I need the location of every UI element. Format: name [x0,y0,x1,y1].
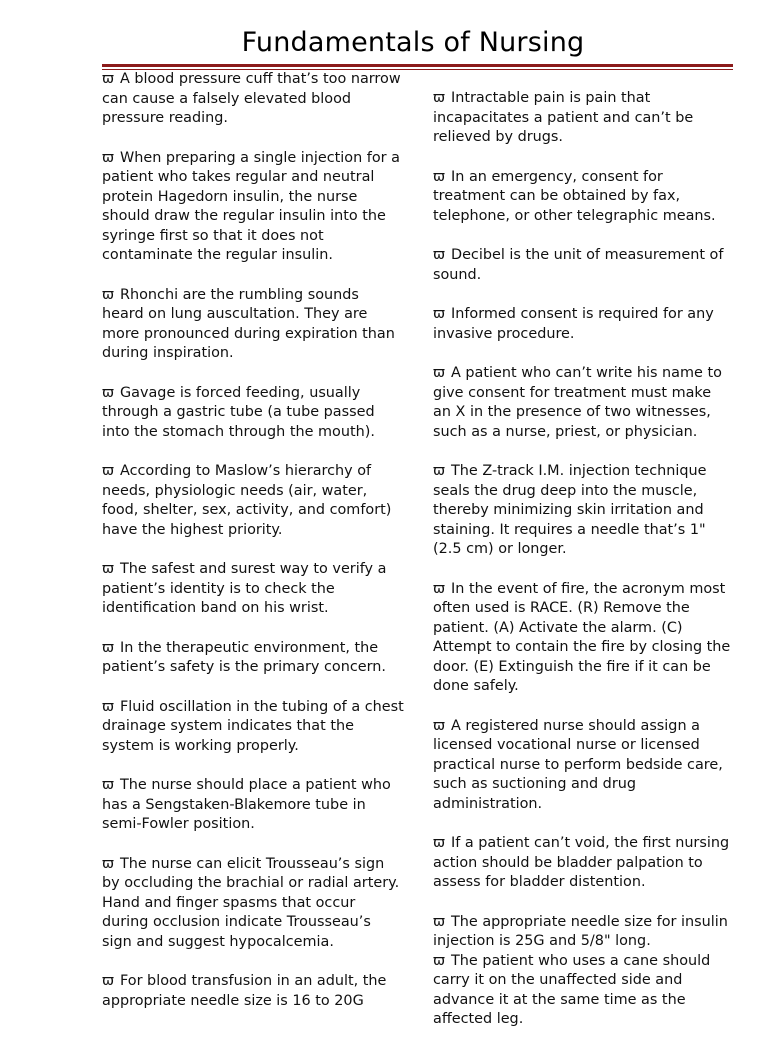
fact-text: A blood pressure cuff that’s too narrow can cause a falsely elevated blood pressure reading. [102,71,401,126]
fact-item [433,246,731,285]
fact-item [102,384,404,443]
fact-item [433,89,731,148]
bullet-icon: ϖ [433,168,446,185]
fact-text: Rhonchi are the rumbling sounds heard on lung auscultation. They are more pronounced during expiration than during inspiration. [102,286,395,361]
page-title: Fundamentals of Nursing [241,27,585,58]
fact-item [102,855,404,953]
left-column [102,70,404,1031]
fact-text: Informed consent is required for any invasive procedure. [433,306,714,342]
fact-item [433,168,731,227]
fact-text: Intractable pain is pain that incapacitates a patient and can’t be relieved by drugs. [433,90,694,145]
fact-text: Gavage is forced feeding, usually through a gastric tube (a tube passed into the stomach through the mouth). [102,384,375,440]
fact-text: The Z-track I.M. injection technique seals the drug deep into the muscle, thereby minimizing skin irritation and staining. It requires a needle that’s 1" (2.5 cm) or longer. [433,463,707,557]
fact-item [102,698,404,757]
fact-item [433,305,731,344]
fact-text: A patient who can’t write his name to give consent for treatment must make an X in the presence of two witnesses, such as a nurse, priest, or physician. [433,365,722,440]
bullet-icon: ϖ [102,973,115,989]
bullet-icon: ϖ [433,306,446,322]
bullet-icon: ϖ [433,247,446,263]
bullet-icon: ϖ [102,855,115,872]
bullet-icon: ϖ [433,463,446,479]
bullet-icon: ϖ [102,286,115,303]
fact-text: In the therapeutic environment, the patient’s safety is the primary concern. [102,639,386,675]
bullet-icon: ϖ [433,913,446,930]
fact-text: The safest and surest way to verify a patient’s identity is to check the identification band on his wrist. [102,561,387,616]
fact-text: In the event of fire, the acronym most often used is RACE. (R) Remove the patient. (A) Activate the alarm. (C) Attempt to contain the fire by closing the door. (E) Extinguish the fire if it can be done safely. [433,580,731,694]
bullet-icon: ϖ [102,149,115,166]
bullet-icon: ϖ [433,835,446,851]
fact-text: The nurse should place a patient who has a Sengstaken-Blakemore tube in semi-Fowler position. [102,777,391,832]
fact-text: According to Maslow’s hierarchy of needs, physiologic needs (air, water, food, shelter, sex, activity, and comfort) have the highest priority. [102,463,392,538]
bullet-icon: ϖ [102,71,115,87]
fact-text: For blood transfusion in an adult, the appropriate needle size is 16 to 20G [102,973,387,1009]
fact-text: Decibel is the unit of measurement of sound. [433,247,724,283]
fact-item [433,913,731,952]
fact-text: A registered nurse should assign a licensed vocational nurse or licensed practical nurse to perform bedside care, such as suctioning and drug administration. [433,717,723,812]
fact-item [102,776,404,835]
bullet-icon: ϖ [433,365,446,381]
fact-item [102,462,404,540]
right-column [433,89,731,1050]
fact-item [102,639,404,678]
fact-item [433,580,731,697]
bullet-icon: ϖ [433,90,446,106]
bullet-icon: ϖ [102,639,115,656]
fact-text: If a patient can’t void, the first nursing action should be bladder palpation to assess for bladder distention. [433,835,730,890]
bullet-icon: ϖ [102,777,115,793]
fact-text: The patient who uses a cane should carry it on the unaffected side and advance it at the same time as the affected leg. [433,952,711,1027]
bullet-icon: ϖ [433,580,446,597]
fact-text: The nurse can elicit Trousseau’s sign by occluding the brachial or radial artery. Hand and finger spasms that occur during occlusion indicate Trousseau’s sign and suggest hypocalcemia. [102,855,400,950]
fact-item [102,70,404,129]
fact-text: The appropriate needle size for insulin injection is 25G and 5/8" long. [433,913,728,949]
fact-item [433,717,731,815]
title-rule [102,64,733,67]
fact-item [102,149,404,266]
bullet-icon: ϖ [102,463,115,479]
bullet-icon: ϖ [102,561,115,577]
fact-item [433,462,731,560]
fact-item [102,560,404,619]
fact-text: In an emergency, consent for treatment can be obtained by fax, telephone, or other telegraphic means. [433,168,716,224]
fact-item [433,364,731,442]
fact-item [102,972,404,1011]
bullet-icon: ϖ [102,698,115,715]
fact-text: Fluid oscillation in the tubing of a chest drainage system indicates that the system is working properly. [102,698,404,754]
fact-text: When preparing a single injection for a patient who takes regular and neutral protein Hagedorn insulin, the nurse should draw the regular insulin into the syringe first so that it does not contaminate the regular insulin. [102,149,400,263]
fact-item [102,286,404,364]
bullet-icon: ϖ [433,717,446,734]
bullet-icon: ϖ [102,384,115,401]
fact-item [433,834,731,893]
bullet-icon: ϖ [433,952,446,969]
fact-item [433,952,731,1030]
